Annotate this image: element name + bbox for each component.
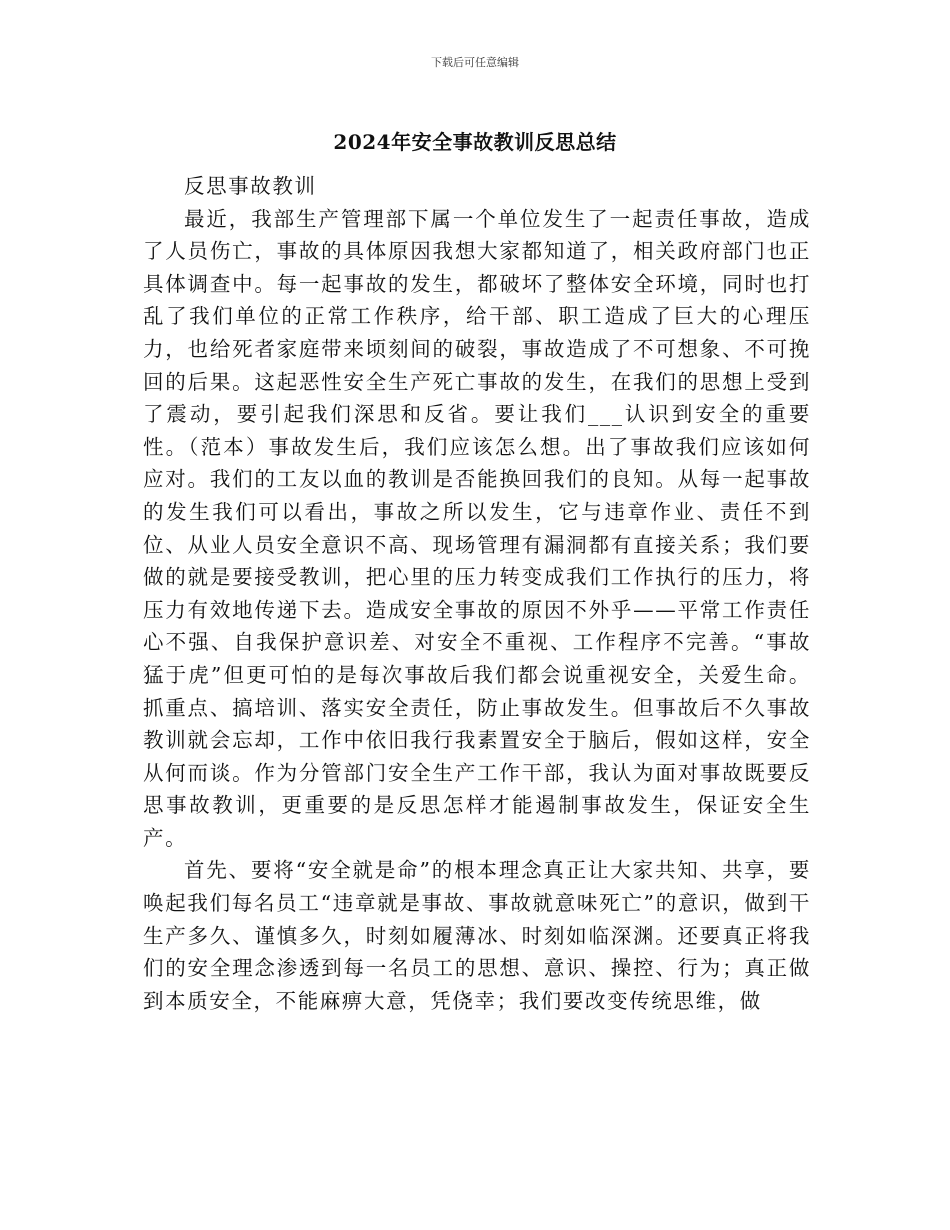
document-title: 2024年安全事故教训反思总结: [333, 130, 617, 154]
body-paragraph-2: 首先、要将“安全就是命”的根本理念真正让大家共知、共享，要唤起我们每名员工“违章就是事故、事故就意味死亡”的意识，做到干生产多久、谨慎多久，时刻如履薄冰、时刻如临深渊。还要真正将我们的安全理念渗透到每一名员工的思想、意识、操控、行为；真正做到本质安全，不能麻痹大意，凭侥幸；我们要改变传统思维，做: [143, 858, 811, 1013]
section-heading: 反思事故教训: [184, 174, 317, 198]
document-body: [143, 170, 811, 1017]
header-note: 下载后可任意编辑: [431, 56, 519, 69]
body-paragraph-1: 最近，我部生产管理部下属一个单位发生了一起责任事故，造成了人员伤亡，事故的具体原因我想大家都知道了，相关政府部门也正具体调查中。每一起事故的发生，都破坏了整体安全环境，同时也打乱了我们单位的正常工作秩序，给干部、职工造成了巨大的心理压力，也给死者家庭带来顷刻间的破裂，事故造成了不可想象、不可挽回的后果。这起恶性安全生产死亡事故的发生，在我们的思想上受到了震动，要引起我们深思和反省。要让我们___认识到安全的重要性。（范本）事故发生后，我们应该怎么想。出了事故我们应该如何应对。我们的工友以血的教训是否能换回我们的良知。从每一起事故的发生我们可以看出，事故之所以发生，它与违章作业、责任不到位、从业人员安全意识不高、现场管理有漏洞都有直接关系；我们要做的就是要接受教训，把心里的压力转变成我们工作执行的压力，将压力有效地传递下去。造成安全事故的原因不外乎——平常工作责任心不强、自我保护意识差、对安全不重视、工作程序不完善。“事故猛于虎”但更可怕的是每次事故后我们都会说重视安全，关爱生命。抓重点、搞培训、落实安全责任，防止事故发生。但事故后不久事故教训就会忘却，工作中依旧我行我素置安全于脑后，假如这样，安全从何而谈。作为分管部门安全生产工作干部，我认为面对事故既要反思事故教训，更重要的是反思怎样才能遏制事故发生，保证安全生产。: [143, 206, 811, 850]
